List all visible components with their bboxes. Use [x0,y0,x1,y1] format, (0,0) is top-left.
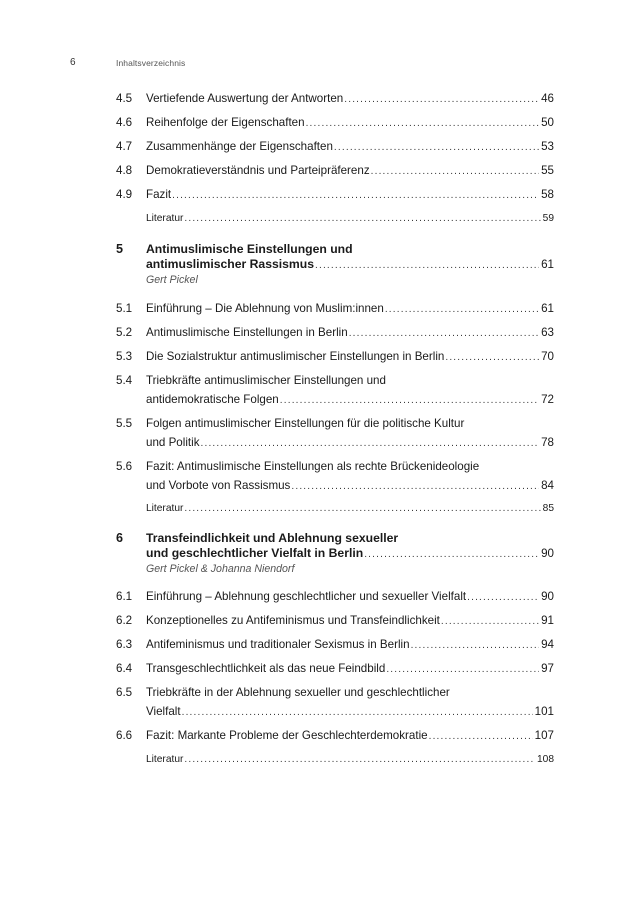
toc-entry-number: 6.3 [116,638,133,651]
toc-entry-6-4[interactable] [116,661,554,677]
chapter-number: 5 [116,242,124,256]
toc-entry-page: 90 [541,547,554,560]
toc-entry-title-line-1: Triebkräfte antimuslimischer Einstellungen und [146,374,386,387]
dot-leader [371,164,539,179]
toc-entry-title: Literatur [146,754,184,765]
dot-leader [441,614,539,629]
toc-entry-number: 6.6 [116,729,133,742]
toc-entry-title: Die Sozialstruktur antimuslimischer Einstellungen in Berlin [146,350,445,363]
toc-entry-number: 5.1 [116,302,133,315]
dot-leader [467,590,539,605]
toc-chapter-5[interactable] [116,242,554,287]
toc-entry-title: Vertiefende Auswertung der Antworten [146,92,344,105]
toc-entry-page: 84 [541,479,554,492]
toc-entry-6-2[interactable] [116,613,554,629]
dot-leader [344,92,539,107]
toc-entry-6-5[interactable] [116,685,554,720]
toc-entry-5-1[interactable] [116,301,554,317]
toc-entry-title: Zusammenhänge der Eigenschaften [146,140,333,153]
dot-leader [411,638,540,653]
toc-entry-number: 6.5 [116,686,133,699]
toc-entry-number: 4.9 [116,188,133,201]
dot-leader [429,729,533,744]
toc-entry-page: 59 [542,213,554,224]
toc-entry-page: 101 [534,705,554,718]
toc-entry-title: Demokratieverständnis und Parteipräferenz [146,164,370,177]
toc-entry-number: 4.7 [116,140,133,153]
toc-entry-page: 70 [541,350,554,363]
dot-leader [201,436,540,451]
toc-entry-title: Reihenfolge der Eigenschaften [146,116,305,129]
toc-entry-title-line-2: und Vorbote von Rassismus [146,479,291,492]
toc-entry-5-6[interactable] [116,459,554,494]
toc-entry-6-6[interactable] [116,728,554,744]
chapter-title-line-1: Antimuslimische Einstellungen und [146,242,353,256]
toc-entry-number: 6.1 [116,590,133,603]
toc-entry-title-line-2: und Politik [146,436,200,449]
toc-entry-page: 94 [541,638,554,651]
toc-entry-page: 53 [541,140,554,153]
chapter-title-line-2: antimuslimischer Rassismus [146,257,314,271]
dot-leader [291,479,539,494]
toc-entry-5-3[interactable] [116,349,554,365]
toc-entry-title-line-1: Triebkräfte in der Ablehnung sexueller und geschlechtlicher [146,686,450,699]
page-number: 6 [70,57,76,68]
toc-entry-page: 55 [541,164,554,177]
toc-entry-page: 78 [541,436,554,449]
toc-entry-4-7[interactable] [116,139,554,155]
toc-entry-literatur-4[interactable] [116,211,554,226]
toc-entry-number: 5.6 [116,460,133,473]
dot-leader [184,752,535,767]
dot-leader [334,140,539,155]
toc-entry-title-line-1: Folgen antimuslimischer Einstellungen für die politische Kultur [146,417,465,430]
toc-entry-4-8[interactable] [116,163,554,179]
dot-leader [172,188,539,203]
toc-entry-page: 72 [541,393,554,406]
toc-entry-title: Fazit [146,188,172,201]
toc-entry-4-5[interactable] [116,91,554,107]
dot-leader [182,705,533,720]
toc-entry-page: 58 [541,188,554,201]
toc-entry-number: 5.5 [116,417,133,430]
chapter-author: Gert Pickel [146,274,198,286]
toc-entry-title: Antifeminismus und traditionaler Sexismus in Berlin [146,638,410,651]
chapter-author: Gert Pickel & Johanna Niendorf [146,563,295,575]
dot-leader [184,501,540,516]
toc-entry-page: 97 [541,662,554,675]
toc-entry-page: 85 [542,503,554,514]
toc-chapter-6[interactable] [116,531,554,576]
toc-entry-title: Einführung – Die Ablehnung von Muslim:innen [146,302,384,315]
chapter-title-line-1: Transfeindlichkeit und Ablehnung sexueller [146,531,399,545]
toc-entry-4-6[interactable] [116,115,554,131]
toc-entry-title: Literatur [146,213,184,224]
toc-entry-number: 4.6 [116,116,133,129]
dot-leader [364,547,539,562]
toc-entry-title-line-1: Fazit: Antimuslimische Einstellungen als rechte Brückenideologie [146,460,480,473]
toc-entry-4-9[interactable] [116,187,554,203]
dot-leader [280,393,539,408]
running-head-title: Inhaltsverzeichnis [116,58,186,68]
dot-leader [445,350,539,365]
toc-entry-5-2[interactable] [116,325,554,341]
chapter-number: 6 [116,531,124,545]
toc-entry-6-1[interactable] [116,589,554,605]
toc-entry-number: 5.4 [116,374,133,387]
toc-entry-5-4[interactable] [116,373,554,408]
toc-entry-literatur-5[interactable] [116,501,554,516]
toc-entry-page: 61 [541,302,554,315]
toc-entry-number: 4.8 [116,164,133,177]
toc-entry-page: 108 [537,754,554,765]
dot-leader [349,326,539,341]
dot-leader [315,258,539,273]
toc-entry-number: 6.2 [116,614,133,627]
dot-leader [385,302,539,317]
toc-entry-number: 5.2 [116,326,133,339]
toc-entry-title: Fazit: Markante Probleme der Geschlechterdemokratie [146,729,428,742]
dot-leader [306,116,540,131]
running-head [70,57,570,71]
chapter-title-line-2: und geschlechtlicher Vielfalt in Berlin [146,546,364,560]
toc-entry-title: Literatur [146,503,184,514]
toc-entry-6-3[interactable] [116,637,554,653]
toc-entry-title: Konzeptionelles zu Antifeminismus und Transfeindlichkeit [146,614,440,627]
toc-entry-title-line-2: Vielfalt [146,705,181,718]
toc-entry-number: 5.3 [116,350,133,363]
toc-entry-number: 6.4 [116,662,133,675]
toc-entry-title-line-2: antidemokratische Folgen [146,393,279,406]
toc-entry-literatur-6[interactable] [116,752,554,767]
toc-entry-page: 46 [541,92,554,105]
toc-entry-number: 4.5 [116,92,133,105]
toc-entry-5-5[interactable] [116,416,554,451]
dot-leader [184,211,540,226]
toc-entry-page: 90 [541,590,554,603]
toc-entry-title: Antimuslimische Einstellungen in Berlin [146,326,348,339]
toc-entry-title: Einführung – Ablehnung geschlechtlicher und sexueller Vielfalt [146,590,467,603]
dot-leader [386,662,539,677]
toc-entry-page: 91 [541,614,554,627]
toc-entry-page: 50 [541,116,554,129]
toc-entry-title: Transgeschlechtlichkeit als das neue Feindbild [146,662,386,675]
toc-entry-page: 61 [541,258,554,271]
toc-entry-page: 107 [534,729,554,742]
toc-entry-page: 63 [541,326,554,339]
